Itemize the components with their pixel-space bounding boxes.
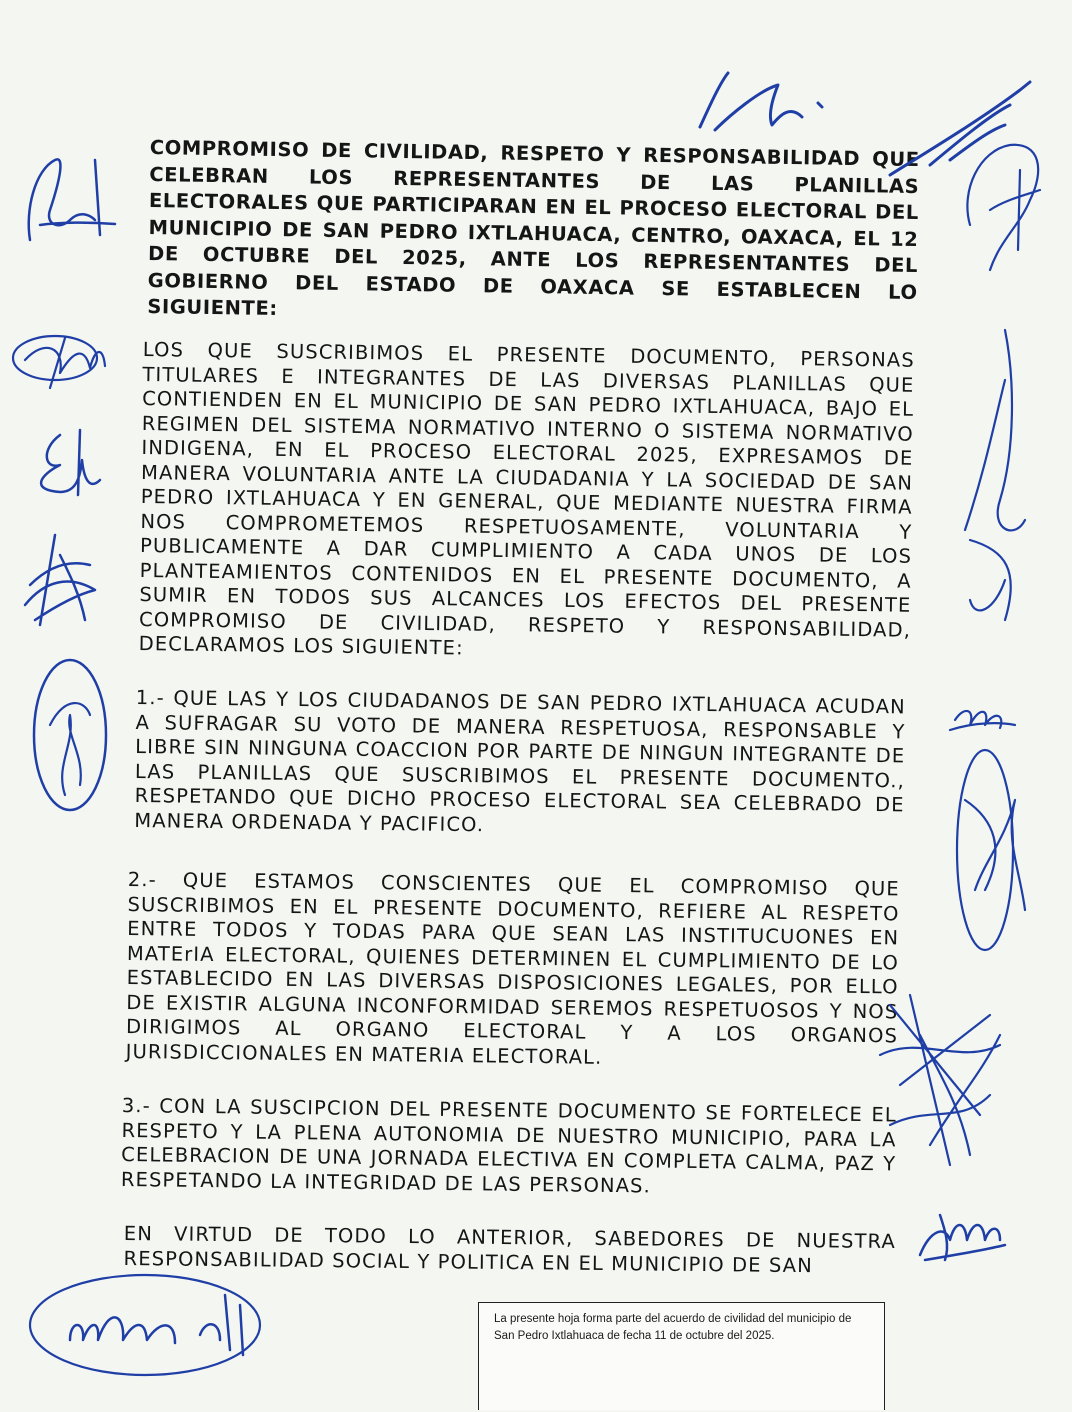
- signature-left-1: [10, 140, 130, 260]
- paragraph-conclusion: EN VIRTUD DE TODO LO ANTERIOR, SABEDORES DE NUESTRA RESPONSABILIDAD SOCIAL Y POLITICA EN EL MUNICIPIO DE SAN: [123, 1222, 896, 1277]
- paragraph-point-2: 2.- QUE ESTAMOS CONSCIENTES QUE EL COMPROMISO QUE SUSCRIBIMOS EN EL PRESENTE DOCUMENTO, REFIERE AL RESPETO ENTRE TODOS Y TODAS PARA QUE SEAN LAS INSTITUCUONES EN MATErIA ELECTORAL, QUIENES DETERMINEN EL CUMPLIMIENTO DE LO ESTABLECIDO EN LAS DIVERSAS DISPOSICIONES LEGALES, POR ELLO DE EXISTIR ALGUNA INCONFORMIDAD SEREMOS RESPETUOSOS Y NOS DIRIGIMOS AL ORGANO ELECTORAL Y A LOS ORGANOS JURISDICCIONALES EN MATERIA ELECTORAL.: [125, 868, 900, 1069]
- signature-left-4: [10, 525, 110, 635]
- signature-right-3: [945, 700, 1025, 740]
- signature-left-5: [25, 655, 115, 825]
- signature-right-5: [870, 975, 1010, 1175]
- paragraph-point-3: 3.- CON LA SUSCIPCION DEL PRESENTE DOCUMENTO SE FORTELECE EL RESPETO Y LA PLENA AUTONOMIA DE NUESTRO MUNICIPIO, PARA LA CELEBRACION DE UNA JORNADA ELECTIVA EN COMPLETA CALMA, PAZ Y RESPETANDO LA INTEGRIDAD DE LAS PERSONAS.: [120, 1094, 897, 1197]
- signature-left-2: [5, 318, 125, 398]
- document-title: COMPROMISO DE CIVILIDAD, RESPETO Y RESPONSABILIDAD QUE CELEBRAN LOS REPRESENTANTES DE LAS PLANILLAS ELECTORALES QUE PARTICIPARAN EN EL PROCESO ELECTORAL DEL MUNICIPIO DE SAN PEDRO IXTLAHUACA, CENTRO, OAXACA, EL 12 DE OCTUBRE DEL 2025, ANTE LOS REPRESENTANTES DEL GOBIERNO DEL ESTADO DE OAXACA SE ESTABLECEN LO SIGUIENTE:: [147, 135, 920, 321]
- signature-right-4: [945, 740, 1045, 970]
- paragraph-point-1: 1.- QUE LAS Y LOS CIUDADANOS DE SAN PEDRO IXTLAHUACA ACUDAN A SUFRAGAR SU VOTO DE MANERA RESPETUOSA, RESPONSABLE Y LIBRE SIN NINGUNA COACCION POR PARTE DE NINGUN INTEGRANTE DE LAS PLANILLAS QUE SUSCRIBIMOS EL PRESENTE DOCUMENTO., RESPETANDO QUE DICHO PROCESO ELECTORAL SEA CELEBRADO DE MANERA ORDENADA Y PACIFICO.: [134, 686, 906, 836]
- signature-top-center: [660, 55, 860, 155]
- signature-right-6: [905, 1200, 1015, 1270]
- signature-right-2: [945, 320, 1055, 640]
- signature-right-1: [930, 130, 1070, 280]
- footer-note: La presente hoja forma parte del acuerdo de civilidad del municipio de San Pedro Ixtlahuaca de fecha 11 de octubre del 2025.: [478, 1302, 885, 1410]
- paragraph-intro: LOS QUE SUSCRIBIMOS EL PRESENTE DOCUMENTO, PERSONAS TITULARES E INTEGRANTES DE LAS DIVERSAS PLANILLAS QUE CONTIENDEN EN EL MUNICIPIO DE SAN PEDRO IXTLAHUACA, BAJO EL REGIMEN DEL SISTEMA NORMATIVO INTERNO O SISTEMA NORMATIVO INDIGENA, EN EL PROCESO ELECTORAL 2025, EXPRESAMOS DE MANERA VOLUNTARIA ANTE LA CIUDADANIA Y LA SOCIEDAD DE SAN PEDRO IXTLAHUACA Y EN GENERAL, QUE MEDIANTE NUESTRA FIRMA NOS COMPROMETEMOS RESPETUOSAMENTE, VOLUNTARIA Y PUBLICAMENTE A DAR CUMPLIMIENTO A CADA UNOS DE LOS PLANTEAMIENTOS CONTENIDOS EN EL PRESENTE DOCUMENTO, A SUMIR EN TODOS SUS ALCANCES LOS EFECTOS DEL PRESENTE COMPROMISO DE CIVILIDAD, RESPETO Y RESPONSABILIDAD, DECLARAMOS LOS SIGUIENTE:: [138, 338, 915, 660]
- signature-left-3: [20, 420, 120, 510]
- signature-bottom-left: [25, 1265, 295, 1385]
